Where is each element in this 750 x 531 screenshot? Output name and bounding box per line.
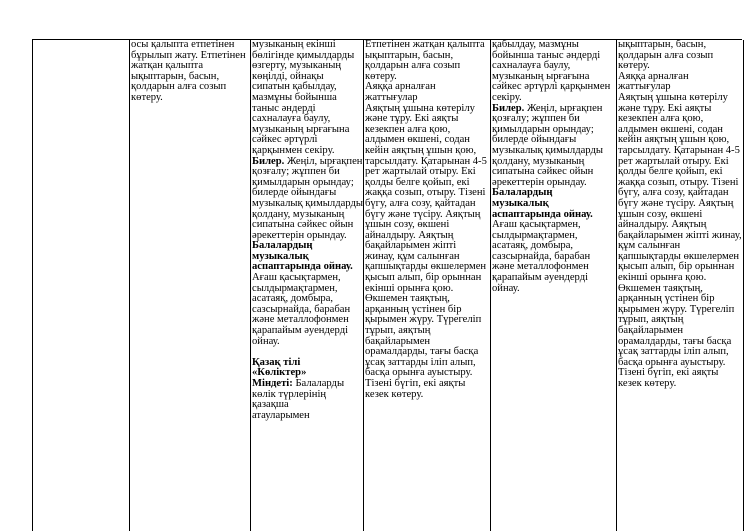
line-text: қарқынмен секіру.: [252, 144, 335, 156]
line-text: көңілді, ойнақы: [252, 70, 324, 82]
bold-text: музыкалық: [492, 197, 549, 209]
line-text: қимылдарын орындау;: [252, 176, 354, 188]
line-text: музыкалық қимылдарды: [252, 197, 363, 209]
line-text: арқанның үстінен бір: [618, 293, 715, 305]
line-text: музыканың екінші: [252, 39, 336, 50]
line-text: екінші орынға қою.: [618, 272, 707, 284]
line-text: рет жартылай отыру. Екі: [618, 155, 729, 167]
bold-text: аспаптарында ойнау.: [252, 261, 353, 273]
line-text: бүгу және түсіру. Аяқтың: [365, 208, 481, 220]
line-text: бүгу, алға созу, қайтадан: [618, 187, 729, 199]
line-text: қолдарын алға созып: [618, 49, 714, 61]
line-text: қолды белге қойып, екі: [618, 166, 723, 178]
bold-text: музыкалық: [252, 250, 309, 262]
table-cell: [252, 40, 363, 421]
line-text: Аяққа арналған: [618, 70, 689, 82]
line-text: ұсақ заттарды іліп алып,: [365, 356, 476, 368]
line-text: сылдырмақтармен,: [252, 282, 338, 294]
line-text: мазмұны бойынша: [252, 91, 337, 103]
line-text: Аяққа арналған: [365, 81, 436, 93]
line-text: кезек көтеру.: [365, 388, 424, 400]
line-text: қолдарын алға созып: [131, 81, 227, 93]
table-column-5: [490, 40, 617, 531]
line-text: және металлофонмен: [252, 314, 349, 326]
line-text: қысып алып, бір орыннан: [365, 272, 482, 284]
line-text: Аяқтың ұшына көтерілу: [365, 102, 475, 114]
table-column-1: [32, 40, 130, 531]
table-cell: [492, 40, 616, 294]
line-text: көтеру.: [365, 70, 397, 82]
line-text: рет жартылай отыру. Екі: [365, 166, 476, 178]
line-text: басқа орынға ауыстыру.: [618, 356, 726, 368]
bold-text: Балалардың: [492, 187, 553, 199]
line-text: әрекеттерін орындау.: [492, 176, 587, 188]
line-text: алдымен өкшені, содан: [365, 134, 470, 146]
line-text: билерде ойындағы: [252, 187, 337, 199]
line-text: сахналауға баулу,: [492, 60, 571, 72]
text-line: [365, 390, 490, 401]
line-text: қысып алып, бір орыннан: [618, 261, 735, 273]
line-text: кейін аяқтың ұшын қою,: [618, 134, 730, 146]
bold-text: аспаптарында ойнау.: [492, 208, 593, 220]
line-text: ұсақ заттарды іліп алып,: [618, 346, 729, 358]
line-text: атауларымен: [252, 409, 310, 421]
line-text: қимылдарын орындау;: [492, 123, 594, 135]
line-text: бұрылып жату. Етпетінен: [131, 49, 246, 61]
line-text: және тұру. Екі аяқты: [365, 113, 459, 125]
line-text: Өкшемен таяқтың,: [365, 293, 450, 305]
line-text: кезекпен алға қою,: [618, 113, 704, 125]
line-text: Балаларды: [292, 378, 345, 389]
line-text: жинау, құм салынған: [365, 250, 460, 262]
text-line: [252, 411, 363, 422]
line-text: бүгу және түсіру. Аяқтың: [618, 197, 734, 209]
table-cell: [365, 40, 490, 400]
line-text: Тізені бүгіп, екі аяқты: [365, 378, 466, 389]
text-line: [252, 337, 363, 348]
line-text: өзгерту, музыканың: [252, 60, 342, 72]
line-text: орамалдарды, тағы басқа: [365, 346, 479, 358]
line-text: сипатына сәйкес ойын: [252, 219, 354, 231]
text-line: [618, 379, 742, 390]
line-text: музыканың ырғағына: [252, 123, 350, 135]
line-text: секіру.: [492, 91, 522, 103]
line-text: сипатына сәйкес ойын: [492, 166, 594, 178]
line-text: Аяқтың ұшына көтерілу: [618, 91, 728, 103]
line-text: көтеру.: [618, 60, 650, 72]
line-text: ұшын созу, өкшені: [618, 208, 703, 220]
bold-text: Билер.: [252, 155, 285, 167]
bold-text: «Көліктер»: [252, 367, 307, 379]
line-text: жаттығулар: [365, 91, 418, 103]
line-text: бүгу, алға созу, қайтадан: [365, 197, 476, 209]
line-text: қолдану, музыканың: [492, 155, 585, 167]
line-text: қолдану, музыканың: [252, 208, 345, 220]
line-text: сазсырнайда, барабан: [492, 250, 591, 262]
line-text: Жеңіл, ырғақпен: [284, 155, 363, 167]
line-text: жаққа созып, отыру. Тізені: [618, 176, 739, 188]
bold-text: Қазақ тілі: [252, 356, 301, 368]
line-text: бойынша таныс әндерді: [492, 49, 601, 61]
line-text: қырымен жүру. Түрегеліп: [618, 303, 735, 315]
table-cell: [618, 40, 742, 390]
line-text: Өкшемен таяқтың,: [618, 282, 703, 294]
line-text: Тізені бүгіп, екі аяқты: [618, 367, 719, 379]
line-text: кезекпен алға қою,: [365, 123, 451, 135]
line-text: айналдыру. Аяқтың: [618, 219, 707, 231]
table-cell: [131, 40, 250, 104]
line-text: сахналауға баулу,: [252, 113, 331, 125]
line-text: қозғалу; жұппен би: [252, 166, 340, 178]
bold-text: Билер.: [492, 102, 525, 114]
line-text: музыканың ырғағына: [492, 70, 590, 82]
line-text: бақайларымен жіпті: [365, 240, 457, 252]
line-text: айналдыру. Аяқтың: [365, 229, 454, 241]
line-text: ықыптарын, басын,: [618, 39, 707, 50]
line-text: жаттығулар: [618, 81, 671, 93]
line-text: ойнау.: [252, 335, 280, 347]
line-text: бөлігінде қимылдарды: [252, 49, 355, 61]
line-text: ұшын созу, өкшені: [365, 219, 450, 231]
line-text: әрекеттерін орындау.: [252, 229, 347, 241]
line-text: асатаяқ, домбыра,: [492, 240, 574, 252]
line-text: қолдарын алға созып: [365, 60, 461, 72]
line-text: кезек көтеру.: [618, 378, 677, 389]
line-text: Ағаш қасықтармен,: [492, 219, 581, 231]
line-text: тарсылдату. Қатарынан 4-5: [365, 155, 487, 167]
line-text: қапшықтарды өкшелермен: [365, 261, 487, 273]
line-text: қозғалу; жұппен би: [492, 113, 580, 125]
line-text: бақайларымен жіпті жинау,: [618, 229, 742, 241]
line-text: музыкалық қимылдарды: [492, 144, 603, 156]
line-text: сылдырмақтармен,: [492, 229, 578, 241]
table-column-4: [363, 40, 491, 531]
line-text: бақайларымен: [618, 325, 684, 337]
line-text: билерде ойындағы: [492, 134, 577, 146]
line-text: Етпетінен жатқан қалыпта: [365, 39, 485, 50]
line-text: сәйкес әртүрлі: [252, 134, 318, 146]
line-text: алдымен өкшені, содан: [618, 123, 723, 135]
bold-text: Міндеті:: [252, 378, 293, 389]
line-text: сипатын қабылдау,: [252, 81, 337, 93]
line-text: жатқан қалыпта: [131, 60, 204, 72]
line-text: орамалдарды, тағы басқа: [618, 335, 732, 347]
line-text: Жеңіл, ырғақпен: [524, 102, 603, 114]
line-text: қырымен жүру. Түрегеліп: [365, 314, 482, 326]
line-text: ойнау.: [492, 282, 520, 294]
line-text: ықыптарын, басын,: [365, 49, 454, 61]
line-text: қолды белге қойып, екі: [365, 176, 470, 188]
bold-text: Балалардың: [252, 240, 313, 252]
table-column-2: [129, 40, 251, 531]
text-line: [492, 284, 616, 295]
line-text: бақайларымен: [365, 335, 431, 347]
line-text: ықыптарын, басын,: [131, 70, 220, 82]
line-text: қарапайым әуендерді: [252, 325, 349, 337]
schedule-table: [32, 39, 742, 531]
line-text: және металлофонмен: [492, 261, 589, 273]
line-text: құм салынған: [618, 240, 681, 252]
line-text: қарапайым әуендерді: [492, 272, 589, 284]
table-column-3: [250, 40, 364, 531]
line-text: жаққа созып, отыру. Тізені: [365, 187, 486, 199]
table-column-6: [616, 40, 744, 531]
line-text: сазсырнайда, барабан: [252, 303, 351, 315]
text-line: [131, 93, 250, 104]
line-text: қазақша: [252, 399, 289, 411]
line-text: асатаяқ, домбыра,: [252, 293, 334, 305]
line-text: арқанның үстінен бір: [365, 303, 462, 315]
line-text: екінші орынға қою.: [365, 282, 454, 294]
line-text: қапшықтарды өкшелермен: [618, 250, 740, 262]
line-text: кейін аяқтың ұшын қою,: [365, 144, 477, 156]
line-text: осы қалыпта етпетінен: [131, 39, 235, 50]
line-text: Ағаш қасықтармен,: [252, 272, 341, 284]
line-text: қабылдау, мазмұны: [492, 39, 579, 50]
line-text: тарсылдату. Қатарынан 4-5: [618, 144, 740, 156]
line-text: тұрып, аяқтың: [365, 325, 431, 337]
line-text: тұрып, аяқтың: [618, 314, 684, 326]
line-text: көтеру.: [131, 91, 163, 103]
line-text: және тұру. Екі аяқты: [618, 102, 712, 114]
line-text: таныс әндерді: [252, 102, 316, 114]
line-text: сәйкес әртүрлі қарқынмен: [492, 81, 611, 93]
line-text: көлік түрлерінің: [252, 388, 327, 400]
line-text: басқа орынға ауыстыру.: [365, 367, 473, 379]
